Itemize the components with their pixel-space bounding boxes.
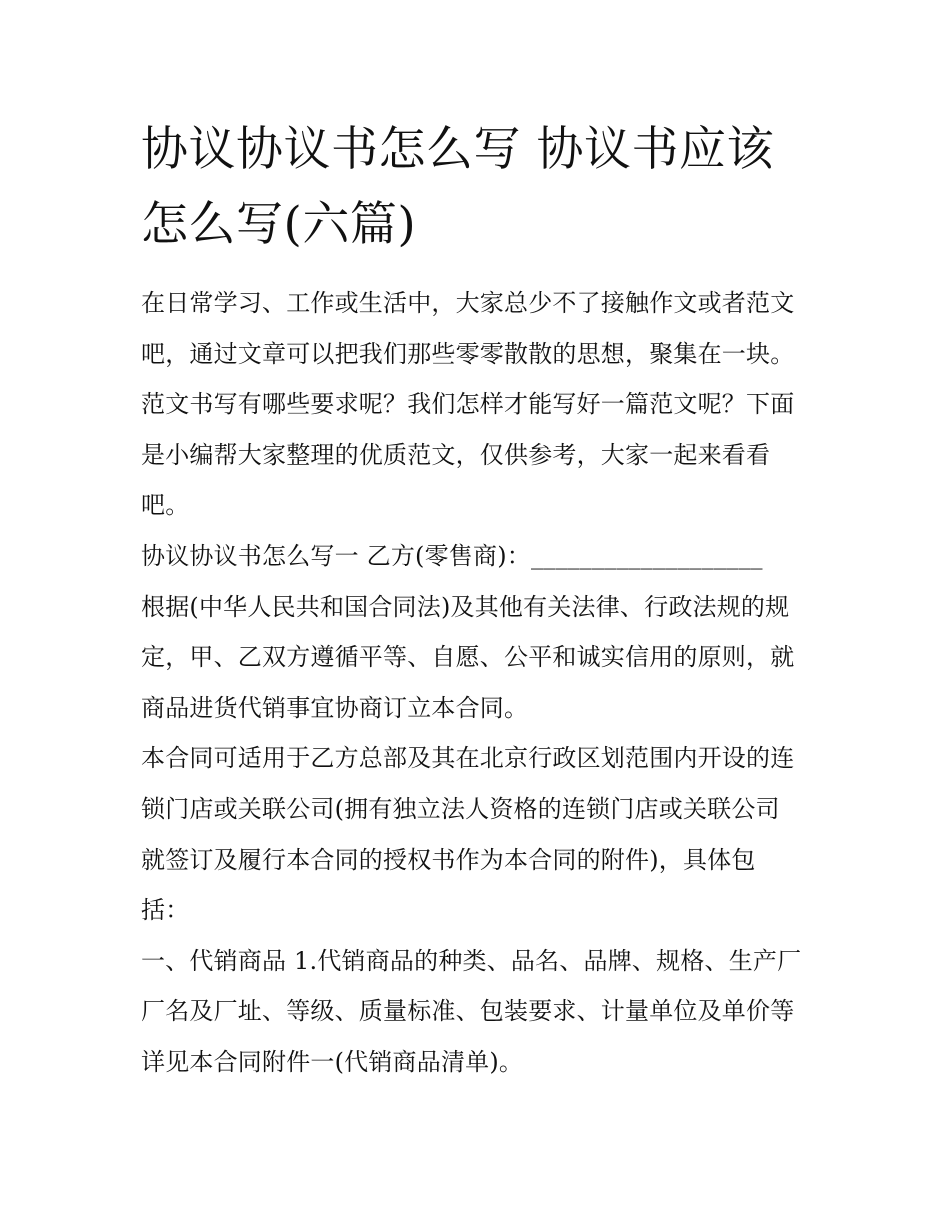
- body-line: 就签订及履行本合同的授权书作为本合同的附件)，具体包: [141, 845, 756, 874]
- body-line: 在日常学习、工作或生活中，大家总少不了接触作文或者范文: [141, 289, 795, 317]
- body-line: 范文书写有哪些要求呢？我们怎样才能写好一篇范文呢？下面: [141, 390, 795, 419]
- body-line: 商品进货代销事宜协商订立本合同。: [141, 693, 529, 722]
- document-body: [141, 278, 831, 1088]
- title-line: 协议协议书怎么写 协议书应该: [141, 122, 774, 177]
- body-line: 根据(中华人民共和国合同法)及其他有关法律、行政法规的规: [141, 592, 790, 621]
- body-line: 定，甲、乙双方遵循平等、自愿、公平和诚实信用的原则，就: [141, 643, 795, 672]
- document-title: [141, 112, 821, 262]
- body-line: 厂名及厂址、等级、质量标准、包装要求、计量单位及单价等: [141, 997, 795, 1026]
- body-line: 一、代销商品 1.代销商品的种类、品名、品牌、规格、生产厂: [141, 946, 802, 975]
- body-line: 锁门店或关联公司(拥有独立法人资格的连锁门店或关联公司: [141, 794, 780, 823]
- title-line: 怎么写(六篇): [141, 197, 417, 252]
- body-line: 本合同可适用于乙方总部及其在北京行政区划范围内开设的连: [141, 744, 795, 773]
- body-line: 吧，通过文章可以把我们那些零零散散的思想，聚集在一块。: [141, 339, 795, 368]
- body-line: 是小编帮大家整理的优质范文，仅供参考，大家一起来看看: [141, 440, 771, 469]
- body-line: 详见本合同附件一(代销商品清单)。: [141, 1047, 524, 1076]
- body-line: 协议协议书怎么写一 乙方(零售商)：___________________: [141, 541, 763, 570]
- body-line: 吧。: [141, 491, 190, 520]
- body-line: 括：: [141, 896, 190, 925]
